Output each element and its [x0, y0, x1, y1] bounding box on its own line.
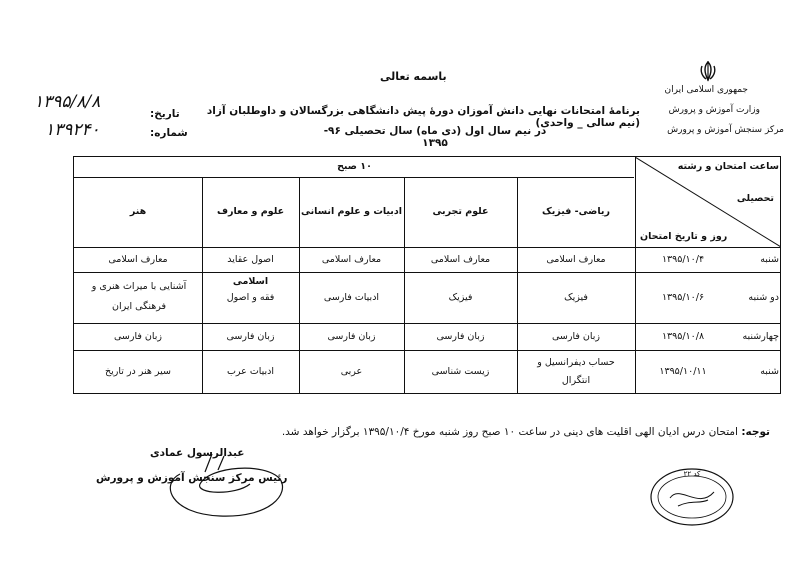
column-header: هنر [129, 206, 147, 217]
stamp-code: کد ۲۲ [683, 470, 701, 478]
table-cell: فیزیک [448, 292, 473, 303]
table-cell: آشنایی با میراث هنری و فرهنگی ایران [91, 281, 187, 312]
exam-time-header: ۱۰ صبح [337, 161, 372, 172]
exam-date: ۱۳۹۵/۱۰/۴ [661, 254, 705, 265]
number-label: شماره: [150, 127, 188, 139]
table-cell: زبان فارسی [327, 331, 376, 342]
table-cell: عربی [340, 366, 363, 377]
document-title: برنامهٔ امتحانات نهایی دانش آموزان دورهٔ پیش دانشگاهی بزرگسالان و داوطلبان آزاد (نیم سالی _ واحدی) [206, 105, 640, 129]
table-cell: حساب دیفرانسیل و انتگرال [537, 357, 615, 386]
corner-header-mid: تحصیلی [736, 193, 774, 204]
table-cell: معارف اسلامی [108, 254, 168, 265]
note-text: امتحان درس ادیان الهی اقلیت های دینی در ساعت ۱۰ صبح روز شنبه مورخ ۱۳۹۵/۱۰/۴ برگزار خواهد شد. [281, 426, 738, 438]
table-cell: زبان فارسی [551, 331, 601, 342]
org-ministry: وزارت آموزش و پرورش [668, 105, 760, 115]
exam-date: ۱۳۹۵/۱۰/۶ [661, 292, 705, 303]
column-header: علوم و معارف اسلامی [216, 206, 285, 287]
table-cell: معارف اسلامی [430, 254, 491, 265]
emblem-icon [698, 60, 718, 82]
number-value: ۱۳۹۲۴۰ [45, 120, 100, 140]
table-cell: فقه و اصول [226, 292, 275, 303]
note-label: توجه: [741, 426, 770, 438]
table-cell: زبان فارسی [436, 331, 485, 342]
exam-date: ۱۳۹۵/۱۰/۸ [661, 331, 705, 342]
exam-date: ۱۳۹۵/۱۰/۱۱ [659, 366, 707, 377]
table-cell: فیزیک [564, 292, 588, 303]
column-header: علوم تجربی [432, 206, 489, 217]
note [250, 426, 770, 438]
signatory-name: عبدالرسول عمادی [150, 447, 245, 459]
exam-day: شنبه [760, 366, 779, 377]
table-cell: زبان فارسی [226, 331, 275, 342]
table-cell: زیست شناسی [431, 366, 490, 377]
exam-day: چهارشنبه [742, 331, 779, 342]
table-cell: معارف اسلامی [321, 254, 382, 265]
date-value: ۱۳۹۵/۸/۸ [34, 92, 101, 112]
table-cell: سیر هنر در تاریخ [105, 366, 171, 377]
exam-schedule-table [73, 156, 781, 394]
bismillah: باسمه تعالی [380, 70, 447, 83]
column-header: ریاضی- فیزیک [542, 206, 610, 217]
org-country: جمهوری اسلامی ایران [664, 85, 748, 95]
table-cell: ادبیات فارسی [323, 292, 380, 303]
org-center: مرکز سنجش آموزش و پرورش [667, 125, 784, 135]
corner-header-bottom: روز و تاریخ امتحان [640, 231, 728, 242]
table-cell: اصول عقاید [227, 254, 274, 265]
official-stamp [648, 466, 736, 528]
signatory-title: رئیس مرکز سنجش آموزش و پرورش [96, 472, 288, 484]
corner-header-top: ساعت امتحان و رشته [677, 161, 779, 172]
table-cell: زبان فارسی [113, 331, 163, 342]
table-cell: ادبیات عرب [226, 366, 275, 377]
table-cell: معارف اسلامی [546, 254, 606, 265]
date-label: تاریخ: [150, 108, 180, 120]
column-header: ادبیات و علوم انسانی [300, 206, 403, 217]
document-subtitle: در نیم سال اول (دی ماه) سال تحصیلی ۹۶- ۱۳۹۵ [323, 125, 547, 149]
exam-day: دو شنبه [748, 292, 779, 303]
exam-day: شنبه [760, 254, 779, 265]
